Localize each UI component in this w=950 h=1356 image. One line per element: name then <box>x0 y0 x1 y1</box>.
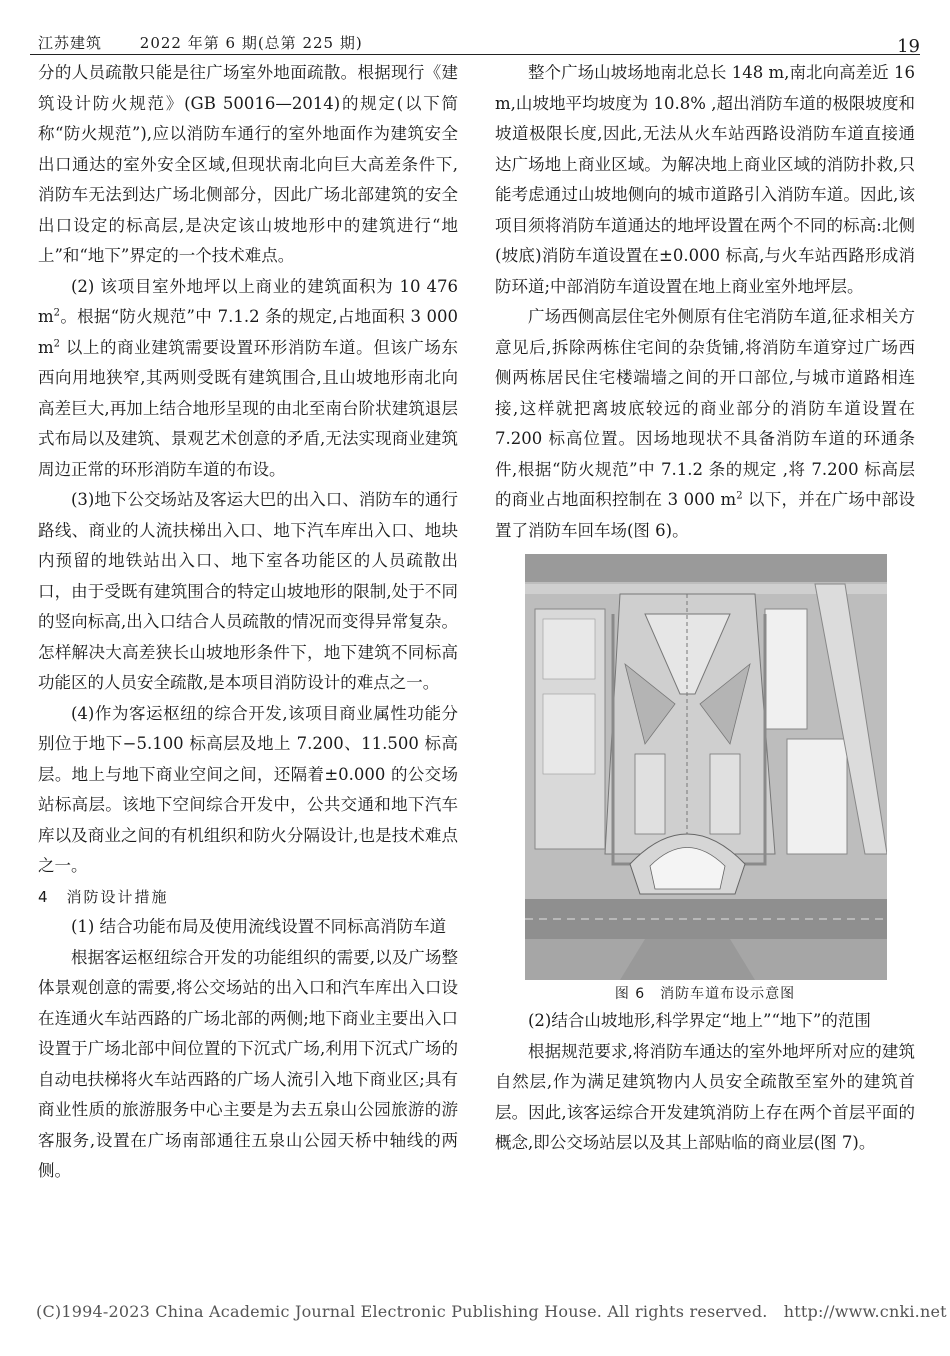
paragraph: 根据客运枢纽综合开发的功能组织的需要,以及广场整体景观创意的需要,将公交场站的出入口和汽车库出入口设在连通火车站西路的广场北部的两侧;地下商业主要出入口设置于广场北部中间位置的下沉式广场,利用下沉式广场的自动电扶梯将火车站西路的广场人流引入地下商业区;具有商业性质的旅游服务中心主要是为去五泉山公园旅游的游客服务,设置在广场南部通往五泉山公园天桥中轴线的两侧。 <box>38 947 458 1180</box>
section-heading: 4 消防设计措施 <box>38 887 169 906</box>
paragraph: 广场西侧高层住宅外侧原有住宅消防车道,征求相关方意见后,拆除两栋住宅间的杂货铺,将消防车道穿过广场西侧两栋居民住宅楼端墙之间的开口部位,与城市道路相连接,这样就把离坡底较远的商业部分的消防车道设置在 7.200 标高位置。因场地现状不具备消防车道的环通条件,根据“防火规范”中 7.1.2 条的规定 ,将 7.200 标高层的商业占地面积控制在 3 000 $m^2$ 以下，并在广场中部设置了消防车回车场(图 6)。 <box>495 307 915 540</box>
right-column <box>495 58 915 1159</box>
figure-6-site-plan <box>525 554 887 980</box>
figure-caption: 图 6 消防车道布设示意图 <box>614 986 796 1002</box>
page-number: 19 <box>897 36 920 57</box>
paragraph: 分的人员疏散只能是往广场室外地面疏散。根据现行《建筑设计防火规范》(GB 50016—2014)的规定(以下简称“防火规范”),应以消防车通行的室外地面作为建筑安全出口通达的室外安全区域,但现状南北向巨大高差条件下,消防车无法到达广场北侧部分，因此广场北部建筑的安全出口设定的标高层,是决定该山坡地形中的建筑进行“地上”和“地下”界定的一个技术难点。 <box>38 63 458 265</box>
site-plan-drawing <box>525 554 887 980</box>
paragraph: (4)作为客运枢纽的综合开发,该项目商业属性功能分别位于地下−5.100 标高层及地上 7.200、11.500 标高层。地上与地下商业空间之间，还隔着±0.000 的公交场站标高层。该地下空间综合开发中，公共交通和地下汽车库以及商业之间的有机组织和防火分隔设计,也是技术难点之一。 <box>38 703 458 875</box>
paragraph: 根据规范要求,将消防车通达的室外地坪所对应的建筑自然层,作为满足建筑物内人员安全疏散至室外的建筑首层。因此,该客运综合开发建筑消防上存在两个首层平面的概念,即公交场站层以及其上部贴临的商业层(图 7)。 <box>495 1041 915 1152</box>
left-column <box>38 58 458 1187</box>
paragraph: 整个广场山坡场地南北总长 148 m,南北向高差近 16 m,山坡地平均坡度为 10.8% ,超出消防车道的极限坡度和坡道极限长度,因此,无法从火车站西路设消防车道直接通达广场地上商业区域。为解决地上商业区域的消防扑救,只能考虑通过山坡地侧向的城市道路引入消防车道。因此,该项目须将消防车道通达的地坪设置在两个不同的标高:北侧(坡底)消防车道设置在±0.000 标高,与火车站西路形成消防环道;中部消防车道设置在地上商业室外地坪层。 <box>495 63 915 296</box>
paragraph: (2) 该项目室外地坪以上商业的建筑面积为 10 476 $m^2$。根据“防火规范”中 7.1.2 条的规定,占地面积 3 000 $m^2$ 以上的商业建筑需要设置环形消防车道。但该广场东西向用地狭窄,其两则受既有建筑围合,且山坡地形南北向高差巨大,再加上结合地形呈现的由北至南台阶状建筑退层式布局以及建筑、景观艺术创意的矛盾,无法实现商业建筑周边正常的环形消防车道的布设。 <box>38 276 458 479</box>
journal-info <box>38 32 363 53</box>
page-header <box>30 8 920 57</box>
paragraph: (3)地下公交场站及客运大巴的出入口、消防车的通行路线、商业的人流扶梯出入口、地下汽车库出入口、地块内预留的地铁站出入口、地下室各功能区的人员疏散出口，由于受既有建筑围合的特定山坡地形的限制,处于不同的竖向标高,出入口结合人员疏散的情况而变得异常复杂。怎样解决大高差狭长山坡地形条件下，地下建筑不同标高功能区的人员安全疏散,是本项目消防设计的难点之一。 <box>38 490 458 692</box>
header-rule <box>30 54 920 55</box>
copyright-footer: (C)1994-2023 China Academic Journal Electronic Publishing House. All rights reserved. http://www.cnki.net <box>36 1302 947 1321</box>
journal-name: 江苏建筑 <box>38 34 103 52</box>
issue-info: 2022 年第 6 期(总第 225 期) <box>139 34 363 52</box>
subsection-heading: (2)结合山坡地形,科学界定“地上”“地下”的范围 <box>528 1011 871 1030</box>
subsection-heading: (1) 结合功能布局及使用流线设置不同标高消防车道 <box>71 917 447 936</box>
